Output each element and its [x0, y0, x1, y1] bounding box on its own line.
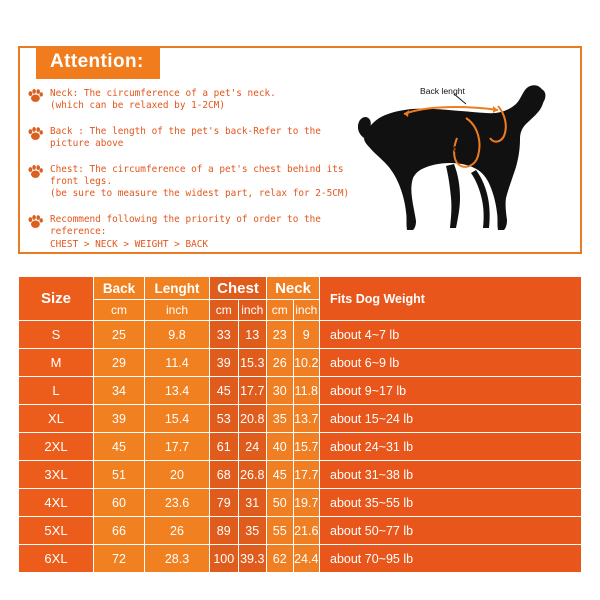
cell-fits: about 24~31 lb — [320, 433, 582, 461]
cell-neck-inch: 11.8 — [293, 377, 320, 405]
cell-neck-inch: 21.6 — [293, 517, 320, 545]
cell-back-cm: 60 — [94, 489, 145, 517]
cell-size: L — [19, 377, 94, 405]
cell-neck-cm: 40 — [267, 433, 294, 461]
table-row — [19, 461, 582, 489]
cell-chest-cm: 68 — [210, 461, 239, 489]
table-header-row — [19, 277, 582, 300]
cell-size: 4XL — [19, 489, 94, 517]
cell-chest-cm: 100 — [210, 545, 239, 573]
dog-silhouette-icon — [358, 78, 573, 248]
cell-chest-inch: 35 — [238, 517, 267, 545]
cell-neck-cm: 35 — [267, 405, 294, 433]
table-row — [19, 433, 582, 461]
cell-neck-cm: 30 — [267, 377, 294, 405]
paw-icon — [28, 127, 43, 141]
unit-back-inch: inch — [145, 300, 210, 321]
table-row — [19, 321, 582, 349]
cell-chest-cm: 79 — [210, 489, 239, 517]
note-item — [28, 164, 358, 201]
cell-neck-cm: 26 — [267, 349, 294, 377]
attention-title: Attention: — [36, 46, 160, 79]
paw-icon — [28, 215, 43, 229]
cell-fits: about 50~77 lb — [320, 517, 582, 545]
cell-neck-inch: 15.7 — [293, 433, 320, 461]
cell-chest-cm: 61 — [210, 433, 239, 461]
attention-notes — [28, 88, 358, 264]
cell-neck-cm: 55 — [267, 517, 294, 545]
unit-chest-cm: cm — [210, 300, 239, 321]
paw-icon — [28, 89, 43, 103]
cell-size: 2XL — [19, 433, 94, 461]
cell-back-inch: 9.8 — [145, 321, 210, 349]
cell-fits: about 6~9 lb — [320, 349, 582, 377]
cell-chest-inch: 26.8 — [238, 461, 267, 489]
cell-fits: about 70~95 lb — [320, 545, 582, 573]
cell-back-inch: 28.3 — [145, 545, 210, 573]
cell-neck-inch: 24.4 — [293, 545, 320, 573]
dog-measurement-diagram — [358, 78, 573, 248]
cell-size: S — [19, 321, 94, 349]
cell-fits: about 15~24 lb — [320, 405, 582, 433]
header-chest: Chest — [210, 277, 267, 300]
cell-chest-cm: 53 — [210, 405, 239, 433]
table-row — [19, 405, 582, 433]
cell-chest-cm: 45 — [210, 377, 239, 405]
cell-back-inch: 23.6 — [145, 489, 210, 517]
cell-size: 6XL — [19, 545, 94, 573]
cell-back-inch: 17.7 — [145, 433, 210, 461]
note-item — [28, 126, 358, 151]
note-line-2: (be sure to measure the widest part, relax for 2-5CM) — [50, 188, 350, 200]
cell-chest-inch: 39.3 — [238, 545, 267, 573]
cell-size: XL — [19, 405, 94, 433]
cell-neck-inch: 17.7 — [293, 461, 320, 489]
note-line-1: Neck: The circumference of a pet's neck. — [50, 88, 276, 99]
cell-back-inch: 15.4 — [145, 405, 210, 433]
cell-neck-cm: 50 — [267, 489, 294, 517]
cell-chest-inch: 17.7 — [238, 377, 267, 405]
cell-back-cm: 66 — [94, 517, 145, 545]
header-back: Back — [94, 277, 145, 300]
cell-neck-cm: 62 — [267, 545, 294, 573]
cell-chest-inch: 31 — [238, 489, 267, 517]
table-row — [19, 349, 582, 377]
cell-back-cm: 25 — [94, 321, 145, 349]
cell-chest-cm: 33 — [210, 321, 239, 349]
unit-neck-cm: cm — [267, 300, 294, 321]
cell-back-inch: 26 — [145, 517, 210, 545]
cell-chest-inch: 15.3 — [238, 349, 267, 377]
table-row — [19, 517, 582, 545]
cell-back-inch: 11.4 — [145, 349, 210, 377]
cell-chest-cm: 39 — [210, 349, 239, 377]
table-row — [19, 489, 582, 517]
cell-back-cm: 34 — [94, 377, 145, 405]
cell-neck-inch: 13.7 — [293, 405, 320, 433]
cell-fits: about 31~38 lb — [320, 461, 582, 489]
cell-chest-inch: 20.8 — [238, 405, 267, 433]
cell-fits: about 35~55 lb — [320, 489, 582, 517]
cell-neck-cm: 45 — [267, 461, 294, 489]
cell-back-cm: 72 — [94, 545, 145, 573]
cell-chest-inch: 13 — [238, 321, 267, 349]
cell-back-cm: 51 — [94, 461, 145, 489]
cell-back-inch: 13.4 — [145, 377, 210, 405]
cell-chest-cm: 89 — [210, 517, 239, 545]
neck-label: Neck — [516, 106, 536, 116]
cell-fits: about 4~7 lb — [320, 321, 582, 349]
header-size: Size — [19, 277, 94, 321]
cell-back-inch: 20 — [145, 461, 210, 489]
cell-fits: about 9~17 lb — [320, 377, 582, 405]
paw-icon — [28, 165, 43, 179]
size-table — [18, 276, 582, 573]
cell-neck-inch: 10.2 — [293, 349, 320, 377]
cell-size: 5XL — [19, 517, 94, 545]
header-fits-dog-weight: Fits Dog Weight — [320, 277, 582, 321]
back-length-label: Back lenght — [420, 86, 465, 96]
note-line-1: Chest: The circumference of a pet's chest behind its front legs. — [50, 163, 344, 188]
note-line-2: (which can be relaxed by 1-2CM) — [50, 100, 225, 112]
note-line-2: CHEST > NECK > WEIGHT > BACK — [50, 238, 209, 250]
note-line-1: Recommend following the priority of order to the reference: — [50, 213, 321, 238]
cell-neck-inch: 9 — [293, 321, 320, 349]
table-row — [19, 545, 582, 573]
cell-back-cm: 39 — [94, 405, 145, 433]
note-item — [28, 214, 358, 251]
unit-chest-inch: inch — [238, 300, 267, 321]
note-line-1: Back : The length of the pet's back-Refer to the picture above — [50, 125, 321, 150]
cell-size: 3XL — [19, 461, 94, 489]
cell-chest-inch: 24 — [238, 433, 267, 461]
note-item — [28, 88, 358, 113]
cell-neck-cm: 23 — [267, 321, 294, 349]
cell-back-cm: 29 — [94, 349, 145, 377]
header-neck: Neck — [267, 277, 320, 300]
table-row — [19, 377, 582, 405]
unit-back-cm: cm — [94, 300, 145, 321]
cell-back-cm: 45 — [94, 433, 145, 461]
cell-neck-inch: 19.7 — [293, 489, 320, 517]
cell-size: M — [19, 349, 94, 377]
unit-neck-inch: inch — [293, 300, 320, 321]
header-lenght: Lenght — [145, 277, 210, 300]
chest-label: Chest — [453, 144, 476, 154]
